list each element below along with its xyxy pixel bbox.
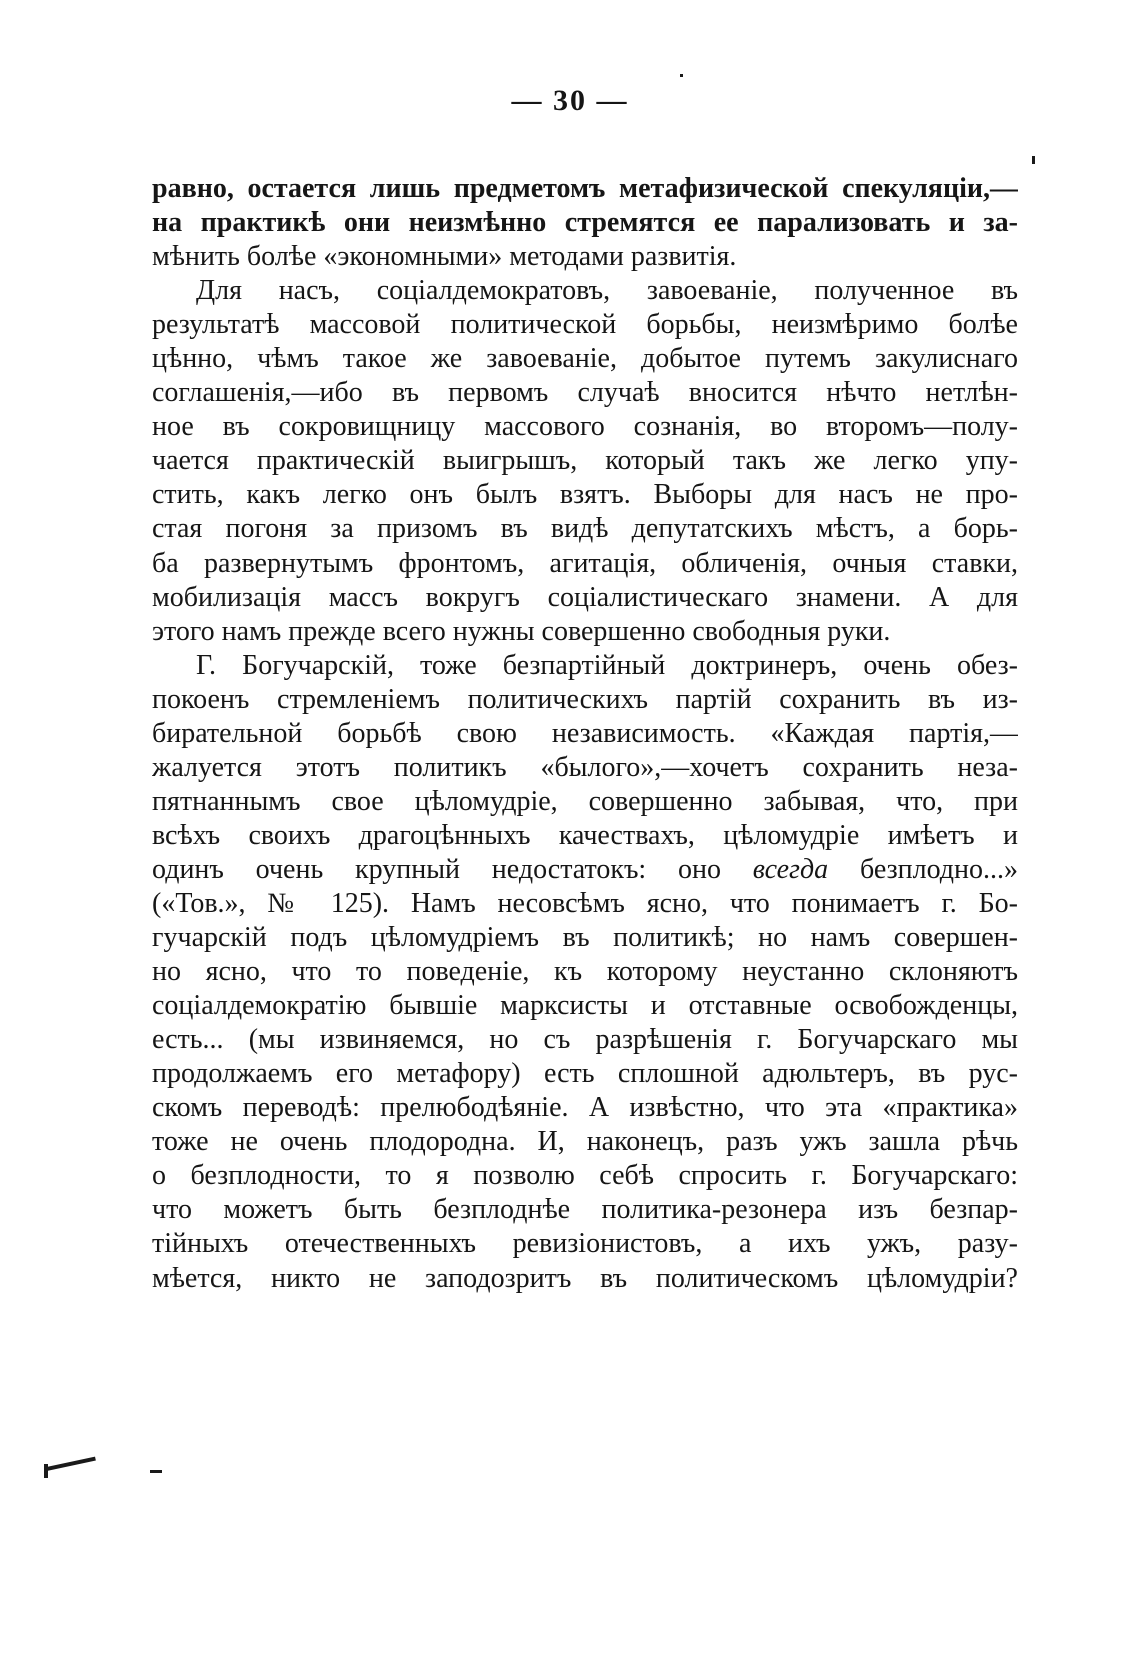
text-line: жалуется этотъ политикъ «былого»,—хочетъ сохранить неза- [152,751,1018,783]
paragraph-3 [152,649,1018,1296]
body-text [152,172,1018,1296]
text-line: есть... (мы извиняемся, но съ разрѣшенія г. Богучарскаго мы [152,1024,1018,1056]
scan-mark [44,1457,96,1472]
text-line: бирательной борьбѣ свою независимость. «Каждая партія,— [152,717,1018,749]
scan-mark [680,74,683,77]
text-line: пятнаннымъ свое цѣломудріе, совершенно забывая, что, при [152,785,1018,817]
text-line-with-italic [152,853,1018,887]
text-line: стая погоня за призомъ въ видѣ депутатскихъ мѣстъ, а борь- [152,513,1018,545]
text-line: скомъ переводѣ: прелюбодѣяніе. А извѣстно, что эта «практика» [152,1092,1018,1124]
text-line: Г. Богучарскій, тоже безпартійный доктринеръ, очень обез- [196,649,1018,681]
text-line: на практикѣ они неизмѣнно стремятся ее парализовать и за- [152,207,1018,239]
text-line: мѣется, никто не заподозритъ въ политическомъ цѣломудріи? [152,1262,1018,1294]
text-line: ба развернутымъ фронтомъ, агитація, обличенія, очныя ставки, [152,547,1018,579]
scan-mark [44,1464,48,1478]
text-line: тоже не очень плодородна. И, наконецъ, разъ ужъ зашла рѣчь [152,1126,1018,1158]
text-line: («Тов.», № 125). Намъ несовсѣмъ ясно, что понимаетъ г. Бо- [152,887,1018,919]
scan-mark [1032,156,1035,164]
text-line: мобилизація массъ вокругъ соціалистическаго знамени. А для [152,581,1018,613]
text-line: гучарскій подъ цѣломудріемъ въ политикѣ; но намъ совершен- [152,922,1018,954]
text-line: о безплодности, то я позволю себѣ спросить г. Богучарскаго: [152,1160,1018,1192]
page-number: — 30 — [511,84,629,117]
scan-mark [150,1470,162,1473]
text-line: тійныхъ отечественныхъ ревизіонистовъ, а ихъ ужъ, разу- [152,1228,1018,1260]
text-fragment: одинъ очень крупный недостатокъ: оно [152,853,721,885]
text-line: Для насъ, соціалдемократовъ, завоеваніе, полученное въ [196,275,1018,307]
text-line: соглашенія,—ибо въ первомъ случаѣ вносится нѣчто нетлѣн- [152,377,1018,409]
text-line: но ясно, что то поведеніе, къ которому неустанно склоняютъ [152,956,1018,988]
text-line: всѣхъ своихъ драгоцѣнныхъ качествахъ, цѣломудріе имѣетъ и [152,819,1018,851]
text-line: мѣнить болѣе «экономными» методами развитія. [152,241,737,273]
text-line: соціалдемократію бывшіе марксисты и отставные освобожденцы, [152,990,1018,1022]
paragraph-1 [152,172,1018,274]
text-line: ное въ сокровищницу массового сознанія, во второмъ—полу- [152,411,1018,443]
text-line: результатѣ массовой политической борьбы, неизмѣримо болѣе [152,309,1018,341]
text-line: цѣнно, чѣмъ такое же завоеваніе, добытое путемъ закулиснаго [152,343,1018,375]
text-fragment: безплодно...» [859,853,1018,885]
paragraph-2 [152,274,1018,649]
text-line: что можетъ быть безплоднѣе политика-резонера изъ безпар- [152,1194,1018,1226]
text-line: продолжаемъ его метафору) есть сплошной адюльтеръ, въ рус- [152,1058,1018,1090]
text-line: чается практическій выигрышъ, который такъ же легко упу- [152,445,1018,477]
text-line: стить, какъ легко онъ былъ взятъ. Выборы для насъ не про- [152,479,1018,511]
text-line: этого намъ прежде всего нужны совершенно свободныя руки. [152,615,891,647]
text-line: покоенъ стремленіемъ политическихъ партій сохранить въ из- [152,683,1018,715]
italic-word: всегда [752,853,829,885]
text-line: равно, остается лишь предметомъ метафизической спекуляціи,— [152,173,1018,204]
